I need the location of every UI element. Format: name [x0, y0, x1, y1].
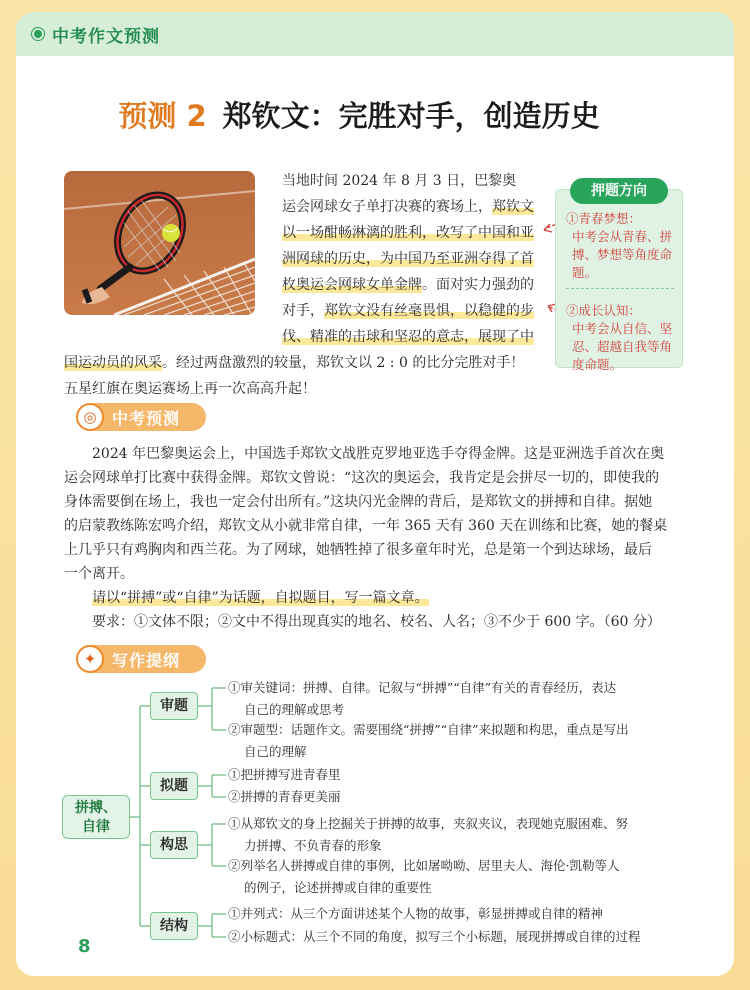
- intro-line-5b: 。面对实力强劲的: [422, 277, 534, 293]
- intro-line-4: 洲网球的历史，为中国乃至亚洲夺得了首: [282, 251, 534, 267]
- prompt-task: 请以“拼搏”或“自律”为话题，自拟题目，写一篇文章。: [92, 590, 429, 606]
- sidebar-item-1-text: 中考会从青春、拼搏、梦想等角度命题。: [572, 229, 673, 280]
- prompt-line-6: 一个离开。: [64, 566, 134, 582]
- outline-root-line-2: 自律: [82, 819, 110, 835]
- prompt-paragraph: [64, 442, 680, 634]
- bullet-icon: [32, 28, 44, 40]
- intro-line-8: 国运动员的风采: [64, 355, 162, 371]
- intro-line-5: 枚奥运会网球女单金牌: [282, 277, 422, 293]
- prompt-line-4: 的启蒙教练陈宏鸣介绍，郑钦文从小就非常自律，一年 365 天有 360 天在训练和比赛，她的餐桌: [64, 518, 668, 534]
- outline-leaf-niti-1: ①把拼搏写进青春里: [228, 767, 341, 782]
- page-number: 8: [78, 936, 91, 957]
- title-number: 预测 2: [118, 99, 207, 133]
- outline-node-gousi: 构思: [150, 831, 198, 859]
- outline-leaf-gousi-2: ②列举名人拼搏或自律的事例，比如屠呦呦、居里夫人、海伦·凯勒等人 的例子，论述拼搏或自律的重要性: [228, 858, 620, 895]
- outline-leaf-shenti-1: ①审关键词：拼搏、自律。记叙与“拼搏”“自律”有关的青春经历，表达 自己的理解或思考: [228, 680, 617, 717]
- section-title-prediction: 中考预测: [112, 408, 181, 428]
- prompt-line-5: 上几乎只有鸡胸肉和西兰花。为了网球，她牺牲掉了很多童年时光，总是第一个到达球场，最后: [64, 542, 652, 558]
- sidebar-item-2-text: 中考会从自信、坚忍、超越自我等角度命题。: [572, 321, 673, 372]
- title-text: 郑钦文：完胜对手，创造历史: [222, 99, 600, 133]
- intro-line-1: 当地时间 2024 年 8 月 3 日，巴黎奥: [282, 173, 517, 189]
- outline-leaf-jiegou-2: ②小标题式：从三个不同的角度，拟写三个小标题，展现拼搏或自律的过程: [228, 929, 641, 944]
- outline-node-jiegou: 结构: [150, 912, 198, 940]
- intro-paragraph: [64, 168, 550, 402]
- header-band: [16, 12, 734, 56]
- outline-node-niti: 拟题: [150, 772, 198, 800]
- sidebar-divider: [566, 288, 674, 289]
- sidebar-item-2-label: ②成长认知：: [566, 303, 642, 318]
- outline-leaf-gousi-1: ①从郑钦文的身上挖掘关于拼搏的故事，夹叙夹议，表现她克服困难、努 力拼搏、不负青春的形象: [228, 816, 629, 853]
- lightbulb-icon: ✦: [76, 645, 104, 673]
- header-label: 中考作文预测: [52, 27, 160, 47]
- intro-line-8b: 。经过两盘激烈的较量，郑钦文以 2 : 0 的比分完胜对手！: [162, 355, 525, 371]
- sidebar-title: 押题方向: [570, 178, 668, 204]
- section-header-prediction: [78, 403, 206, 431]
- sidebar-item-1-label: ①青春梦想：: [566, 211, 642, 226]
- page-title: [0, 94, 718, 135]
- prompt-line-1: 2024 年巴黎奥运会上，中国选手郑钦文战胜克罗地亚选手夺得金牌。这是亚洲选手首次在奥: [92, 446, 665, 462]
- intro-line-9: 五星红旗在奥运赛场上再一次高高升起！: [64, 381, 316, 397]
- intro-line-2: 运会网球女子单打决赛的赛场上，: [282, 199, 492, 215]
- section-title-outline: 写作提纲: [112, 650, 181, 670]
- intro-highlight-2: 郑钦文没有丝毫畏惧，以稳健的步: [324, 303, 534, 319]
- prompt-line-2: 运会网球单打比赛中获得金牌。郑钦文曾说：“这次的奥运会，我肯定是会拼尽一切的，即使我的: [64, 470, 660, 486]
- outline-leaf-niti-2: ②拼搏的青春更美丽: [228, 789, 341, 804]
- outline-node-shenti: 审题: [150, 692, 198, 720]
- prompt-requirement: 要求：①文体不限；②文中不得出现真实的地名、校名、人名；③不少于 600 字。（60 分）: [92, 614, 661, 630]
- prompt-line-3: 身体需要倒在场上，我也一定会付出所有。”这块闪光金牌的背后，是郑钦文的拼搏和自律。据她: [64, 494, 653, 510]
- outline-root: [62, 795, 130, 839]
- intro-line-6: 对手，: [282, 303, 324, 319]
- prediction-sidebar: [555, 183, 683, 372]
- target-icon: ◎: [76, 403, 104, 431]
- intro-line-3: 以一场酣畅淋漓的胜利，改写了中国和亚: [282, 225, 534, 241]
- outline-root-line-1: 拼搏、: [75, 800, 117, 816]
- section-header-outline: [78, 645, 206, 673]
- outline-leaf-jiegou-1: ①并列式：从三个方面讲述某个人物的故事，彰显拼搏或自律的精神: [228, 906, 604, 921]
- outline-leaf-shenti-2: ②审题型：话题作文。需要围绕“拼搏”“自律”来拟题和构思，重点是写出 自己的理解: [228, 722, 629, 759]
- sidebar-item-1: [566, 210, 678, 282]
- sidebar-item-2: [566, 302, 678, 374]
- intro-line-7: 伐、精准的击球和坚忍的意志，展现了中: [282, 329, 534, 345]
- intro-highlight-1: 郑钦文: [492, 199, 534, 215]
